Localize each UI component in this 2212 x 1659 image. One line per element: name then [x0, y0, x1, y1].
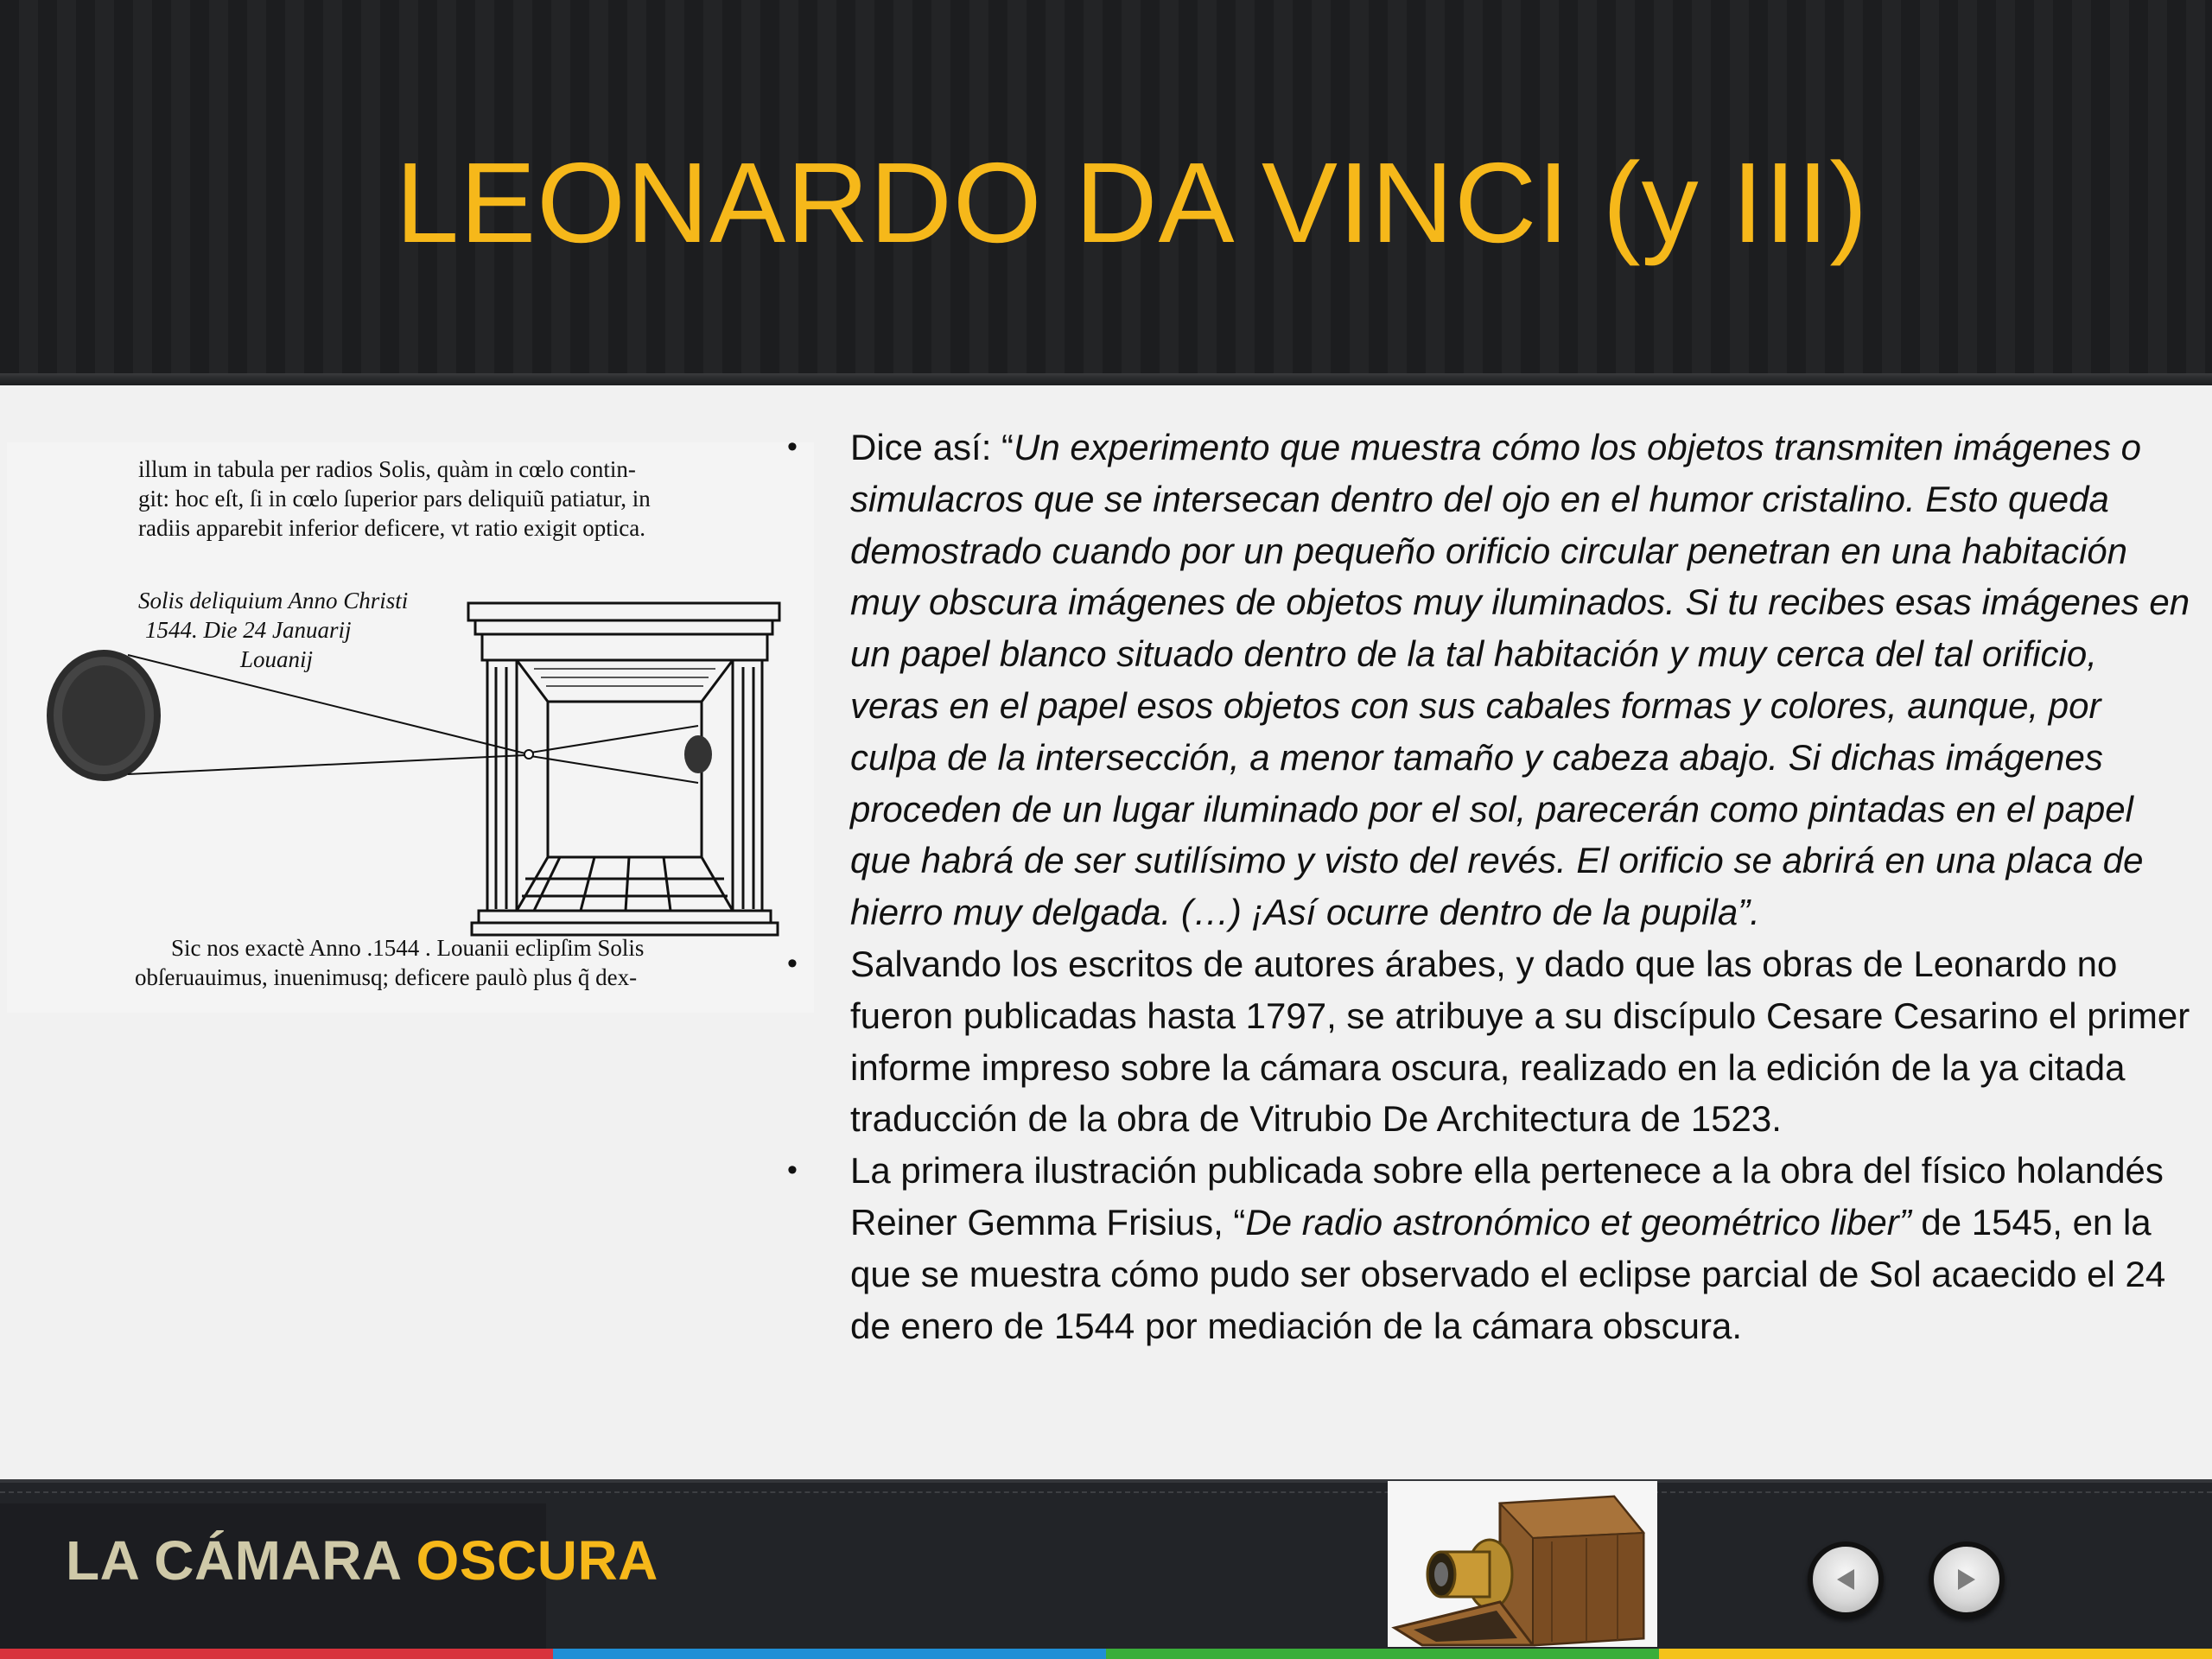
footer-title-part2: OSCURA [416, 1529, 658, 1592]
footer-title [66, 1526, 658, 1595]
slide-title: LEONARDO DA VINCI (y III) [395, 139, 1869, 266]
color-strip-green [1106, 1649, 1659, 1659]
bullet-item [778, 1145, 2195, 1351]
engraving-text-line: Sic nos exactè Anno .1544 . Louanii eclipſim Solis [171, 935, 645, 961]
projected-sun-image [684, 735, 712, 773]
bullet-lead-text: Dice así: “ [850, 427, 1014, 467]
engraving-caption-line: Louanij [240, 646, 314, 672]
bullet-glyph: • [787, 430, 798, 463]
bullet-text: La primera ilustración publicada sobre ella pertenece a la obra del físico holandés Reiner Gemma Frisius, “ [850, 1150, 2164, 1243]
book-title-text: De radio astronómico et geométrico liber” [1245, 1201, 1911, 1243]
sun-eclipse-drawing [47, 650, 161, 781]
next-slide-button[interactable] [1929, 1541, 2005, 1618]
engraving-text-line: radiis apparebit inferior deficere, vt ratio exigit optica. [138, 515, 645, 541]
footer-title-part1: LA CÁMARA [66, 1529, 416, 1592]
bullet-glyph: • [787, 1154, 798, 1187]
engraving-text-line: illum in tabula per radios Solis, quàm in cœlo contin- [138, 456, 636, 482]
bullet-text: Salvando los escritos de autores árabes, y dado que las obras de Leonardo no fueron publicadas hasta 1797, se atribuye a su discípulo Cesare Cesarino el primer informe impreso sobre la cámara oscura, realizado en la edición de la ya citada traducción de la obra de Vitrubio De Architectura de 1523. [850, 943, 2190, 1140]
bullet-list [778, 422, 2195, 1351]
bullet-item [778, 422, 2195, 938]
previous-slide-button[interactable] [1808, 1541, 1884, 1618]
triangle-right-icon [1953, 1566, 1980, 1593]
bullet-glyph: • [787, 946, 798, 980]
color-strip-yellow [1659, 1649, 2212, 1659]
camera-obscura-engraving [7, 442, 814, 1013]
engraving-caption-line: 1544. Die 24 Januarij [145, 617, 352, 643]
engraving-text-line: obſeruauimus, inuenimusq; deficere paulò plus q̃ dex- [135, 964, 638, 990]
color-strip-red [0, 1649, 553, 1659]
footer-stitch-line [0, 1491, 2212, 1493]
color-strip-blue [553, 1649, 1106, 1659]
camera-thumbnail-image [1388, 1481, 1657, 1647]
bullet-text: de 1545, en la que se muestra cómo pudo ser observado el eclipse parcial de Sol acaecido el 24 de enero de 1544 por mediación de la cámara obscura. [850, 1201, 2166, 1346]
triangle-left-icon [1832, 1566, 1859, 1593]
engraving-text-line: git: hoc eſt, ſi in cœlo ſuperior pars deliquiũ patiatur, in [138, 486, 651, 512]
header-divider [0, 373, 2212, 385]
bullet-item [778, 938, 2195, 1145]
engraving-caption-line: Solis deliquium Anno Christi [138, 588, 409, 613]
quote-text: Un experimento que muestra cómo los objetos transmiten imágenes o simulacros que se intersecan dentro del ojo en el humor cristalino. Esto queda demostrado cuando por un pequeño orificio circular penetran en una habitación muy obscura imágenes de objetos muy iluminados. Si tu recibes esas imágenes en un papel blanco situado dentro de la tal habitación y muy cerca del tal orificio, veras en el papel esos objetos con sus cabales formas y colores, aunque, por culpa de la intersección, a menor tamaño y cabeza abajo. Si dichas imágenes proceden de un lugar iluminado por el sol, parecerán como pintadas en el papel que habrá de ser sutilísimo y visto del revés. El orificio se abrirá en una placa de hierro muy delgada. (…) ¡Así ocurre dentro de la pupila”. [850, 427, 2190, 933]
